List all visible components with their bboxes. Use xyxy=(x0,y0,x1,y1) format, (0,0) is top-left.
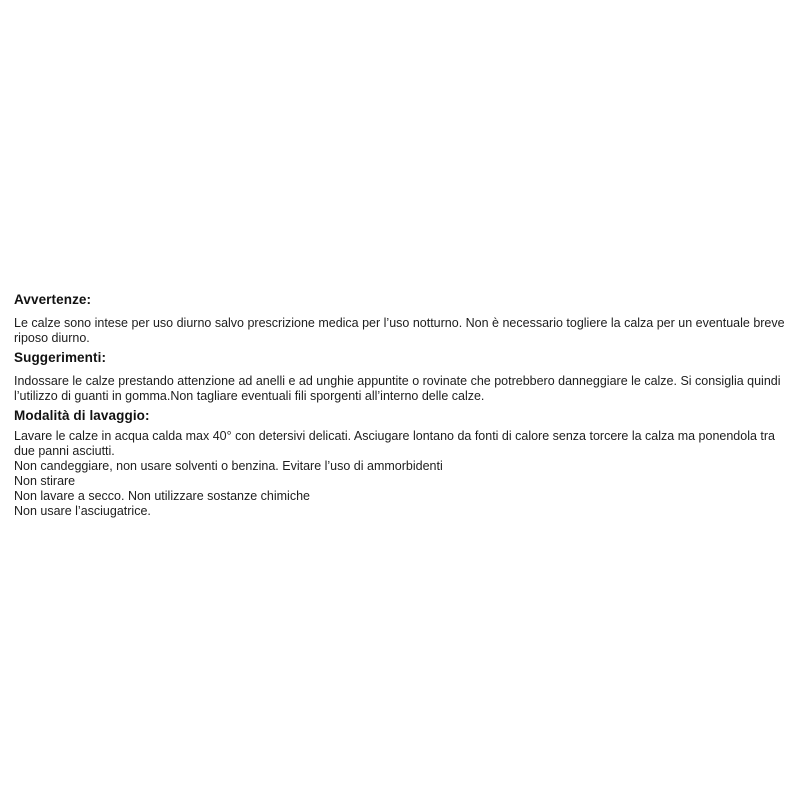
text-line: Non candeggiare, non usare solventi o benzina. Evitare l’uso di ammorbidenti xyxy=(14,459,443,473)
care-instructions-document xyxy=(14,292,788,519)
section-body xyxy=(14,429,788,519)
text-line: riposo diurno. xyxy=(14,331,90,345)
section-heading: Modalità di lavaggio: xyxy=(14,408,150,423)
section-heading: Avvertenze: xyxy=(14,292,92,307)
text-line: due panni asciutti. xyxy=(14,444,115,458)
text-line: Lavare le calze in acqua calda max 40° con detersivi delicati. Asciugare lontano da fonti di calore senza torcere la calza ma ponendola tra xyxy=(14,429,775,443)
section-suggerimenti xyxy=(14,350,788,404)
section-heading: Suggerimenti: xyxy=(14,350,107,365)
section-avvertenze xyxy=(14,292,788,346)
section-body xyxy=(14,316,788,346)
text-line: l’utilizzo di guanti in gomma.Non tagliare eventuali fili sporgenti all’interno delle calze. xyxy=(14,389,485,403)
section-body xyxy=(14,374,788,404)
section-modalita-di-lavaggio xyxy=(14,408,788,519)
text-line: Le calze sono intese per uso diurno salvo prescrizione medica per l’uso notturno. Non è necessario togliere la calza per un eventuale breve xyxy=(14,316,785,330)
text-line: Non stirare xyxy=(14,474,76,488)
text-line: Non lavare a secco. Non utilizzare sostanze chimiche xyxy=(14,489,310,503)
text-line: Indossare le calze prestando attenzione ad anelli e ad unghie appuntite o rovinate che potrebbero danneggiare le calze. Si consiglia quindi xyxy=(14,374,781,388)
text-line: Non usare l’asciugatrice. xyxy=(14,504,151,518)
